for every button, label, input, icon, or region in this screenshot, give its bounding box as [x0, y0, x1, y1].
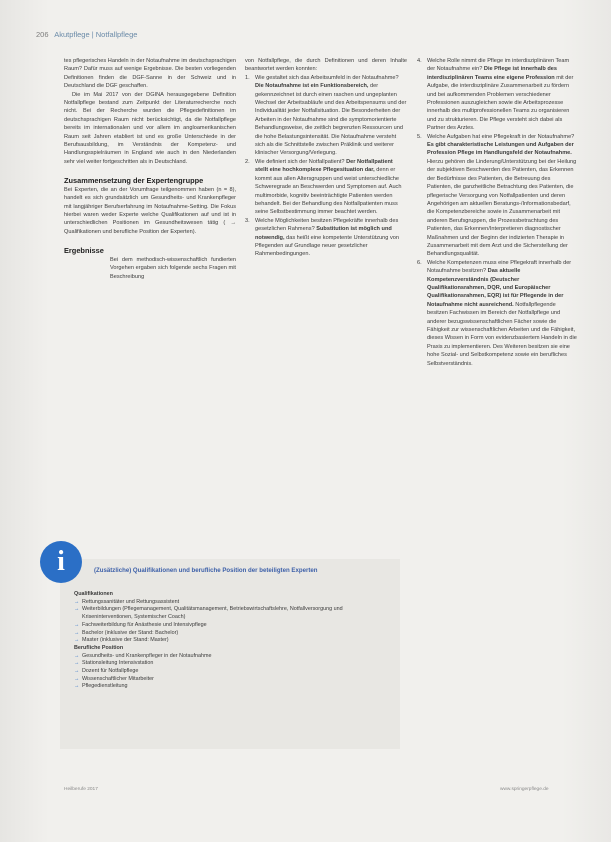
list-item [417, 57, 577, 133]
answer-text: das heißt eine kompetente Unterstützung von Pflegenden auf Grundlage neuer gesetzlicher Rahmenbedingungen. [255, 234, 399, 258]
question-list [245, 74, 407, 259]
list-item: → Stationsleitung Intensivstation [74, 660, 394, 668]
page-number: 206 [36, 30, 49, 39]
list-item [417, 133, 577, 259]
info-box-title: (Zusätzliche) Qualifikationen und berufliche Position der beteiligten Experten [94, 567, 318, 574]
footer-left: Heilberufe 2017 [64, 787, 98, 792]
answer-bold: Substitution ist möglich und notwendig, [255, 226, 392, 241]
item-number: 5. [417, 133, 422, 140]
info-box-body [74, 591, 394, 691]
running-header [36, 30, 137, 39]
list-item: → Fachweiterbildung für Anästhesie und Intensivpflege [74, 622, 394, 630]
answer-bold: Die Notaufnahme ist ein Funktionsbereich, [255, 83, 369, 90]
question-text: Welche Aufgaben hat eine Pflegekraft in der Notaufnahme? [427, 133, 575, 140]
answer-bold: Das aktuelle Kompetenzverständnis (Deutscher Qualifikationsrahmen, DQR, und Europäischer Qualifikationsrahmen, EQR) ist für Pflegende in der Notaufnahme nicht ausreichend. [427, 268, 564, 308]
item-number: 3. [245, 217, 250, 224]
list-item [245, 74, 407, 158]
column-3 [417, 57, 577, 368]
list-item: → Bachelor (inklusive der Stand: Bachelor) [74, 630, 394, 638]
answer-text: mit der Aufgabe, die interdisziplinäre Zusammenarbeit zu fördern und bei aufkommenden Problemen verschiedener Professionen auszugleichen sowie die Arbeitsprozesse innerhalb des multiprofessionellen Teams zu organisieren und zu strukturieren. Die Pflege versteht sich dabei als Partner des Arztes. [427, 74, 574, 132]
section-heading: Ergebnisse [64, 246, 104, 256]
position-list [74, 653, 394, 692]
list-item: → Gesundheits- und Krankenpfleger in der Notaufnahme [74, 653, 394, 661]
column-2 [245, 57, 407, 259]
paragraph: tes pflegerisches Handeln in der Notaufnahme im deutschsprachigen Raum? Dafür muss auf wenige Ergebnisse. Die besten vorliegenden Definitionen finden die DGF-Sanne in der Schweiz und in Deutschland die DGF geschaffen. [64, 58, 236, 90]
section-title: Akutpflege | Notfallpflege [54, 30, 138, 39]
question-text: Welche Rolle nimmt die Pflege im interdisziplinären Team der Notaufnahme ein? [427, 58, 570, 73]
list-item [417, 259, 577, 368]
subheading: Qualifikationen [74, 591, 113, 597]
list-item: → Rettungssanitäter und Rettungsassistent [74, 599, 394, 607]
qualification-list [74, 599, 394, 645]
info-icon: i [40, 541, 82, 583]
paragraph: Bei Experten, die an der Vorumfrage teilgenommen haben (n = 8), handelt es sich grundsätzlich um Gesundheits- und Krankenpfleger mit langjähriger Berufserfahrung im Notaufnahme-Setting. Die Fokus hierbei waren weder Experte welche Qualifikationen auf und ist in unterschiedlichen Positionen im Gesundheitswesen tätig ( → Qualifikationen und berufliche Position der Experten). [64, 186, 236, 235]
paragraph: Bei dem methodisch-wissenschaftlich fundierten Vorgehen ergaben sich folgende sechs Fragen mit Beschreibung [110, 256, 236, 280]
list-item [245, 217, 407, 259]
item-number: 4. [417, 58, 422, 64]
subheading: Berufliche Position [74, 644, 124, 651]
answer-bold: Der Notfallpatient stellt eine hochkomplexe Pflegesituation dar, [255, 158, 393, 174]
answer-bold: Die Pflege ist innerhalb des interdisziplinären Teams eine eigene Profession [427, 66, 557, 81]
question-list [417, 57, 577, 368]
answer-text: denn er kommt aus allen Altersgruppen und weist unterschiedliche Schweregrade an Beschwerden und Symptomen auf. Auch multimorbide, kognitiv beeinträchtigte Patienten werden behandelt. Bei der Behandlung des Notfallpatienten muss seine Selbstbestimmung immer beachtet werden. [255, 167, 402, 216]
list-item: → Dozent für Notfallpflege [74, 668, 394, 676]
info-box [57, 546, 400, 749]
list-item [245, 158, 407, 217]
paragraph: von Notfallpflege, die durch Definitionen und deren Inhalte beantwortet werden konnten: [245, 58, 407, 73]
item-number: 1. [245, 74, 250, 81]
answer-text: Notfallpflegende besitzen Fachwissen im Bereich der Notfallpflege und anderer bezugswissenschaftlichen Fächer sowie die Fähigkeit zur wissenschaftlichen Arbeiten und die Fähigkeit, dieses Wissen in Form von evidenzbasiertem Handeln in die Praxis zu implementieren. Des Weiteren besitzen sie eine hohe Sozial- und Selbstkompetenz sowie ein berufliches Selbstverständnis. [427, 301, 577, 367]
list-item: → Weiterbildungen (Pflegemanagement, Qualitätsmanagement, Betriebswirtschaftslehre, Notfallversorgung und Kriseninterventionen, Systemischer Coach) [74, 606, 394, 621]
item-number: 2. [245, 158, 250, 165]
footer-right: www.springerpflege.de [500, 787, 549, 792]
section-heading: Zusammensetzung der Expertengruppe [64, 176, 204, 186]
item-number: 6. [417, 259, 422, 266]
question-text: Welche Kompetenzen muss eine Pflegekraft innerhalb der Notaufnahme besitzen? [427, 259, 572, 275]
column-1 [64, 57, 236, 281]
list-item: → Wissenschaftlicher Mitarbeiter [74, 676, 394, 684]
paragraph: Die im Mai 2017 von der DGINA herausgegebene Definition Notfallpflege bestand zum Zeitpunkt der Literaturrecherche noch nicht. Bei der Recherche wurden die Pflegedefinitionen im deutschsprachigen Raum nicht berücksichtigt, da die Notfallpflege bereits im internationalen und vor allem im angloamerikanischen Raum seit Jahren etabliert ist und es große Unterschiede in der Berufsausbildung, im Verständnis der Kompetenz- und Handlungsspielräumen in England wie auch in den Niederlanden sehr viel weiter fortgeschritten als in Deutschland. [64, 91, 236, 165]
question-text: Wie definiert sich der Notfallpatient? [255, 158, 345, 165]
answer-bold: Es gibt charakteristische Leistungen und Aufgaben der Profession Pflege im Handlungsfeld der Notaufnahme. [427, 142, 574, 157]
answer-text: Hierzu gehören die Linderung/Unterstützung bei der Heilung der subjektiven Beschwerden des Patienten, das Erkennen der Bedürfnisse des Patienten, die Betreuung des Patienten, die ganzheitliche Betrachtung des Patienten, die pflegerische Versorgung von Notfallpatienten und deren Angehörigen am aktuellen Beratungs-/Informationsbedarf, die Kompetenzbereiche sowie in Zusammenarbeit mit anderen Berufsgruppen, die Prozessbetrachtung des Patienten, das Erkennen/Interpretieren diagnostischer Maßnahmen und der Beginn der indizierten Therapie in Zusammenarbeit mit dem Arzt und die Sicherstellung der Behandlungsqualität. [427, 158, 577, 258]
question-text: Wie gestaltet sich das Arbeitsumfeld in der Notaufnahme? [255, 74, 399, 81]
answer-text: der gekennzeichnet ist durch einen raschen und ungeplanten Wechsel der Arbeitsabläufe und des Arbeitspensums und der Individualität jeder Notfallsituation. Die Besonderheiten der Arbeiten in der Notaufnahme sind die symptomorientierte Behandlungsweise, die zeitlich begrenzten Ressourcen und die hohe Belastungsintensität. Die Notaufnahme versteht sich als die Schnittstelle zwischen Präklinik und weiterer klinischer Versorgung/Verlegung. [255, 83, 407, 157]
list-item: → Master (inklusive der Stand: Master) [74, 637, 394, 645]
question-text: Welche Möglichkeiten besitzen Pflegekräfte innerhalb des gesetzlichen Rahmens? [255, 217, 399, 233]
list-item: → Pflegedienstleitung [74, 683, 394, 691]
